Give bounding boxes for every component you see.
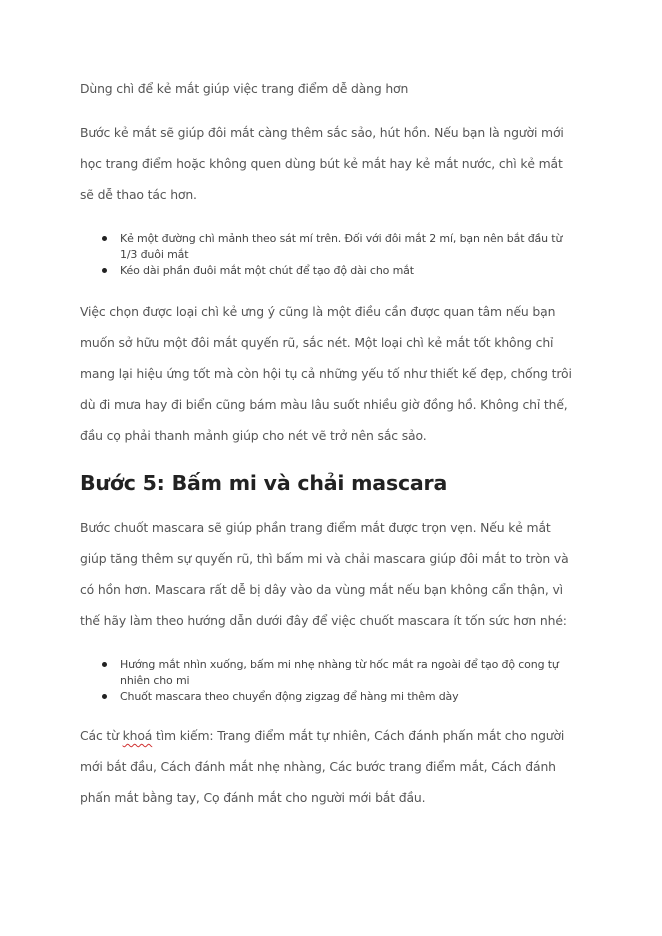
mascara-tips-list bbox=[80, 657, 580, 705]
bullet-icon bbox=[102, 694, 107, 699]
list-item: Kéo dài phần đuôi mắt một chút để tạo độ dài cho mắt bbox=[80, 263, 580, 279]
list-item: Kẻ một đường chì mảnh theo sát mí trên. Đối với đôi mắt 2 mí, bạn nên bắt đầu từ 1/3 đuôi mắt bbox=[80, 231, 580, 263]
keywords-paragraph: Các từ khoá tìm kiếm: Trang điểm mắt tự nhiên, Cách đánh phấn mắt cho người mới bắt đầu, Cách đánh mắt nhẹ nhàng, Các bước trang điểm mắt, Cách đánh phấn mắt bằng tay, Cọ đánh mắt cho người mới bắt đầu. bbox=[80, 728, 565, 805]
eyeliner-tips-list bbox=[80, 231, 580, 279]
intro-paragraph: Bước kẻ mắt sẽ giúp đôi mắt càng thêm sắc sảo, hút hồn. Nếu bạn là người mới học trang điểm hoặc không quen dùng bút kẻ mắt hay kẻ mắt nước, chì kẻ mắt sẽ dễ thao tác hơn. bbox=[80, 125, 564, 202]
bullet-icon bbox=[102, 268, 107, 273]
list-item: Chuốt mascara theo chuyển động zigzag để hàng mi thêm dày bbox=[80, 689, 580, 705]
bullet-icon bbox=[102, 662, 107, 667]
mascara-paragraph: Bước chuốt mascara sẽ giúp phần trang điểm mắt được trọn vẹn. Nếu kẻ mắt giúp tăng thêm sự quyến rũ, thì bấm mi và chải mascara giúp đôi mắt to tròn và có hồn hơn. Mascara rất dễ bị dây vào da vùng mắt nếu bạn không cẩn thận, vì thế hãy làm theo hướng dẫn dưới đây để việc chuốt mascara ít tốn sức hơn nhé: bbox=[80, 520, 569, 628]
spellcheck-word: khoá bbox=[122, 728, 153, 743]
image-caption: Dùng chì để kẻ mắt giúp việc trang điểm dễ dàng hơn bbox=[80, 81, 409, 96]
list-item: Hướng mắt nhìn xuống, bấm mi nhẹ nhàng từ hốc mắt ra ngoài để tạo độ cong tự nhiên cho mi bbox=[80, 657, 580, 689]
pencil-paragraph: Việc chọn được loại chì kẻ ưng ý cũng là một điều cần được quan tâm nếu bạn muốn sở hữu một đôi mắt quyến rũ, sắc nét. Một loại chì kẻ mắt tốt không chỉ mang lại hiệu ứng tốt mà còn hội tụ cả những yếu tố như thiết kế đẹp, chống trôi dù đi mưa hay đi biển cũng bám màu lâu suốt nhiều giờ đồng hồ. Không chỉ thế, đầu cọ phải thanh mảnh giúp cho nét vẽ trở nên sắc sảo. bbox=[80, 304, 572, 443]
step5-heading: Bước 5: Bấm mi và chải mascara bbox=[80, 471, 448, 495]
bullet-icon bbox=[102, 236, 107, 241]
